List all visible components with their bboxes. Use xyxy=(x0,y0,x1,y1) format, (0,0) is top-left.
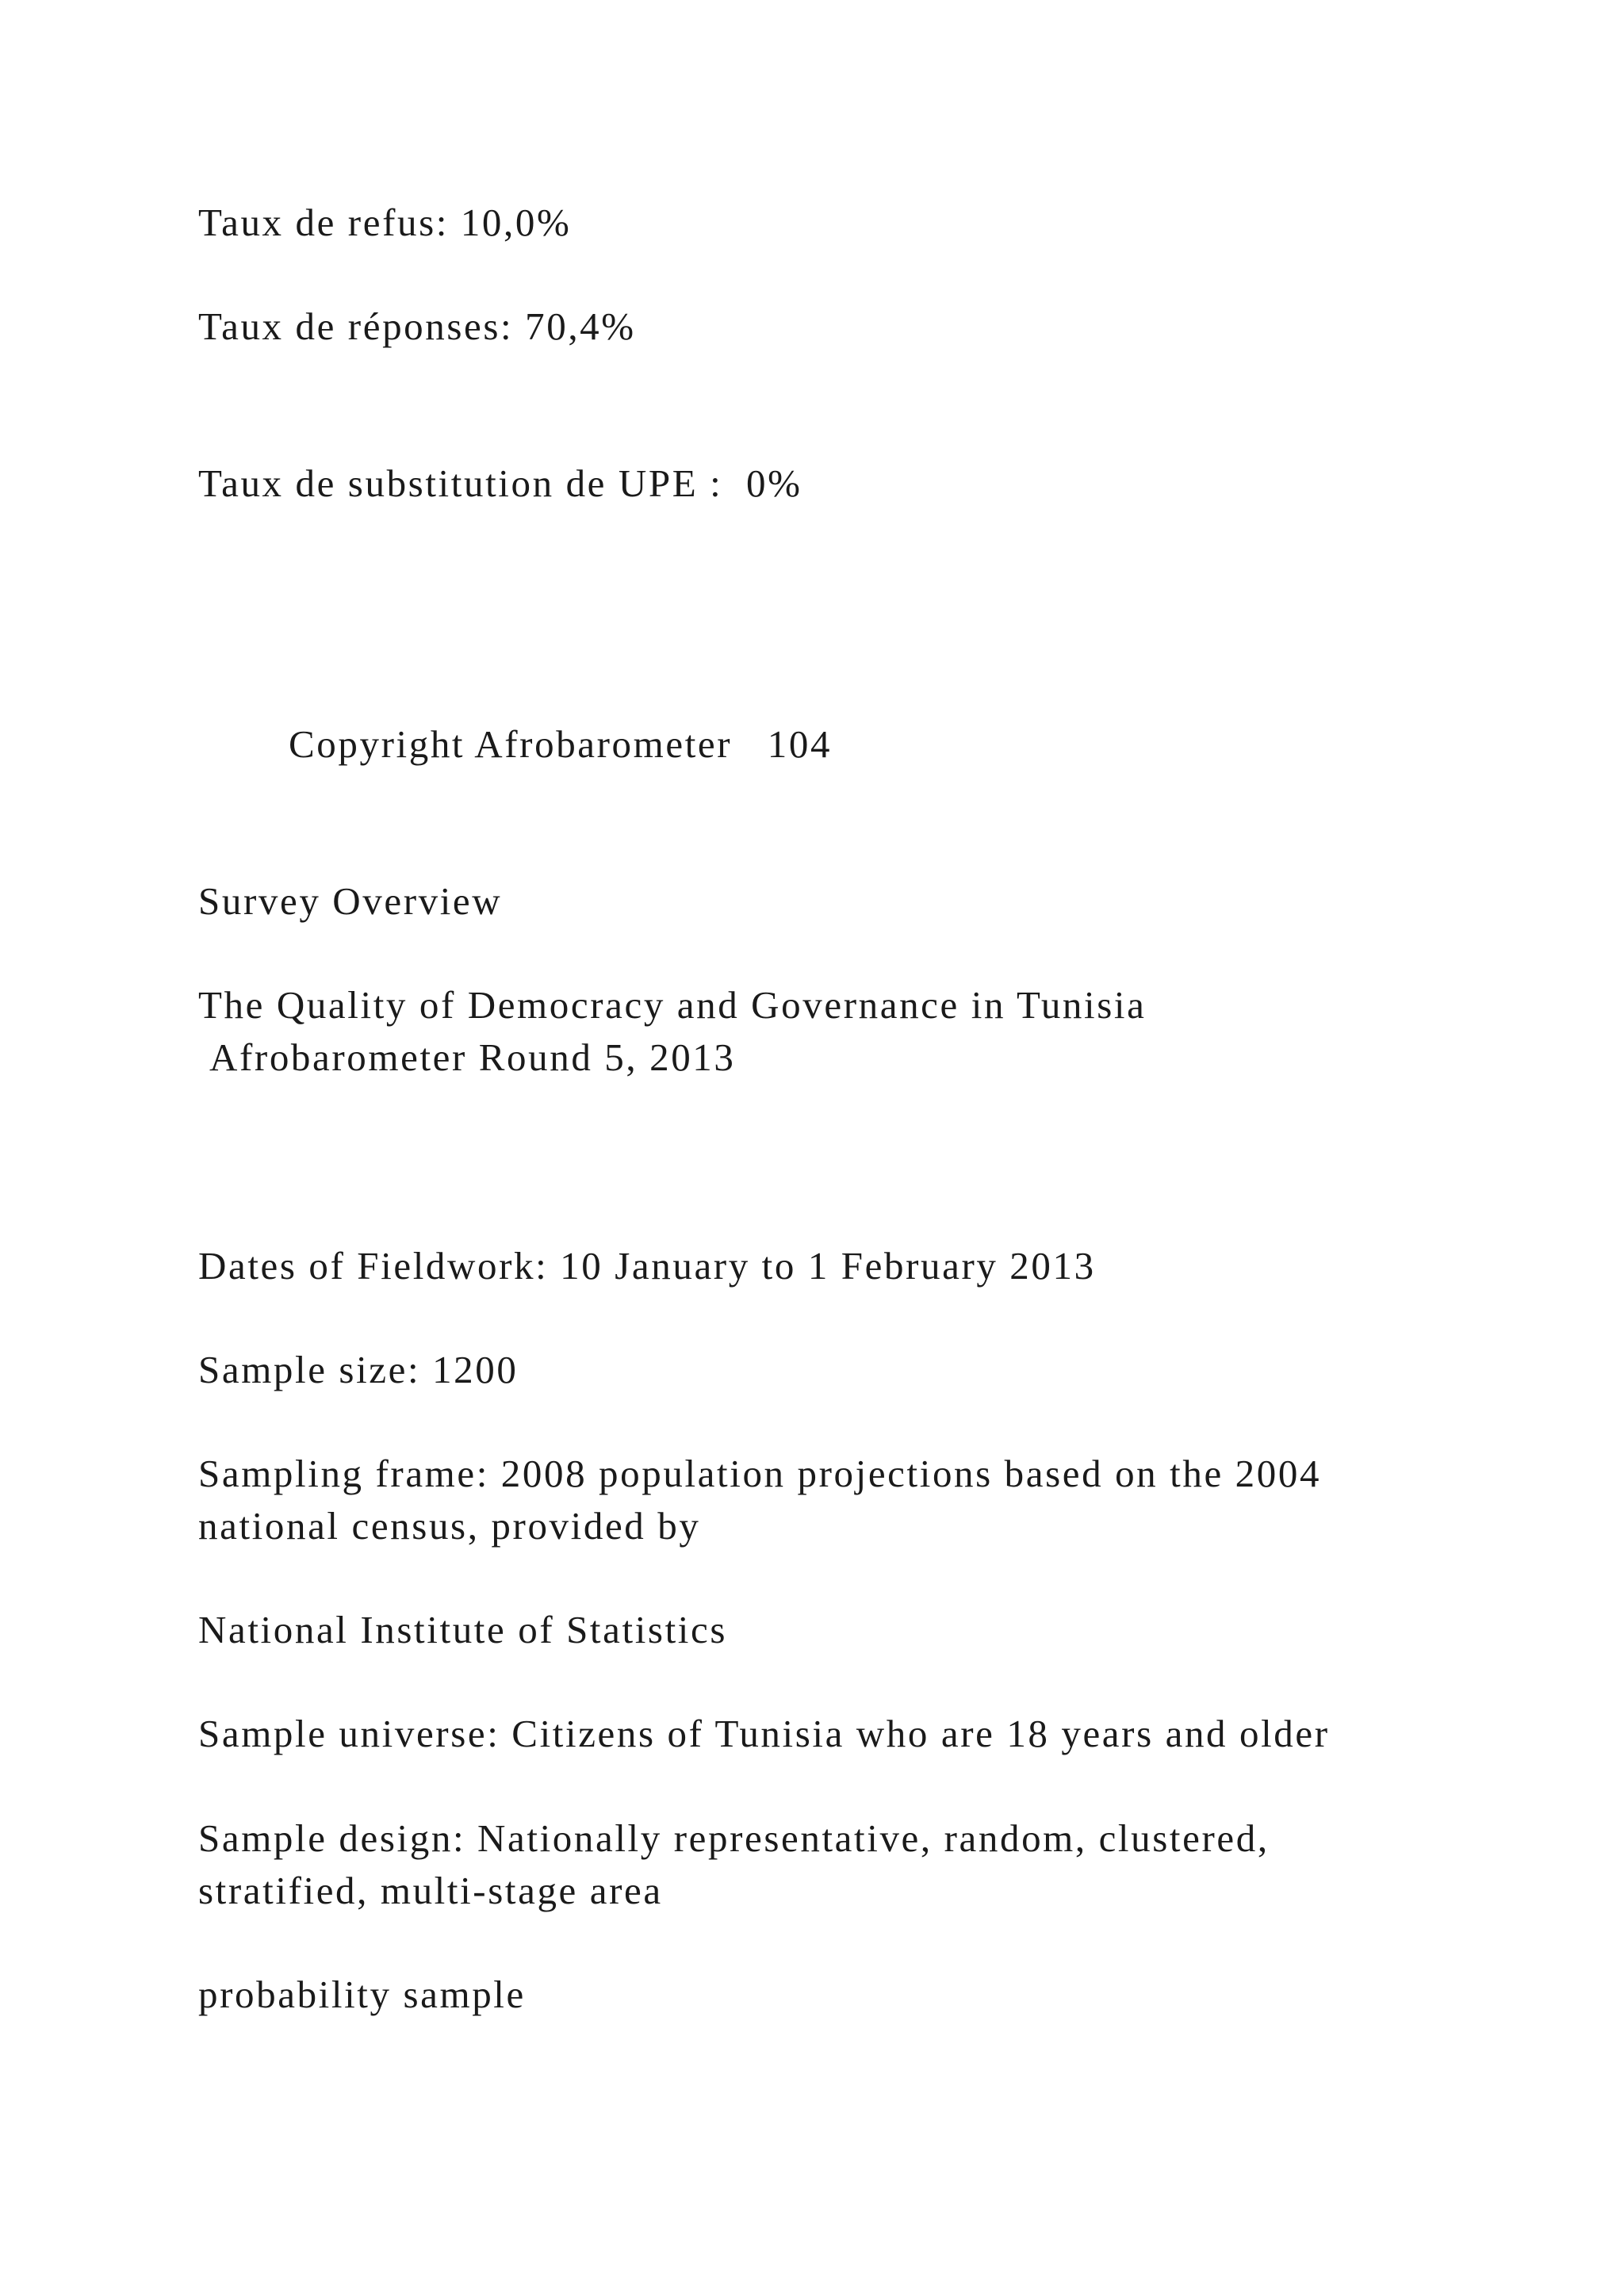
sampling-frame-source-line: National Institute of Statistics xyxy=(198,1608,728,1651)
report-subtitle: Afrobarometer Round 5, 2013 xyxy=(209,1035,736,1079)
copyright-footer: Copyright Afrobarometer 104 xyxy=(289,722,833,766)
fieldwork-dates-line: Dates of Fieldwork: 10 January to 1 February 2013 xyxy=(198,1244,1096,1288)
sampling-frame-line-2: national census, provided by xyxy=(198,1504,701,1548)
substitution-rate-line: Taux de substitution de UPE : 0% xyxy=(198,461,802,505)
refusal-rate-line: Taux de refus: 10,0% xyxy=(198,201,572,244)
sample-design-line-2: stratified, multi-stage area xyxy=(198,1869,663,1912)
sample-size-line: Sample size: 1200 xyxy=(198,1348,519,1391)
sample-universe-line: Sample universe: Citizens of Tunisia who are 18 years and older xyxy=(198,1712,1330,1755)
report-title: The Quality of Democracy and Governance in Tunisia xyxy=(198,983,1147,1027)
section-title: Survey Overview xyxy=(198,879,503,923)
response-rate-line: Taux de réponses: 70,4% xyxy=(198,304,636,348)
sample-design-line-1: Sample design: Nationally representative, random, clustered, xyxy=(198,1816,1270,1860)
sampling-frame-line-1: Sampling frame: 2008 population projections based on the 2004 xyxy=(198,1452,1322,1495)
sample-design-line-3: probability sample xyxy=(198,1973,526,2016)
